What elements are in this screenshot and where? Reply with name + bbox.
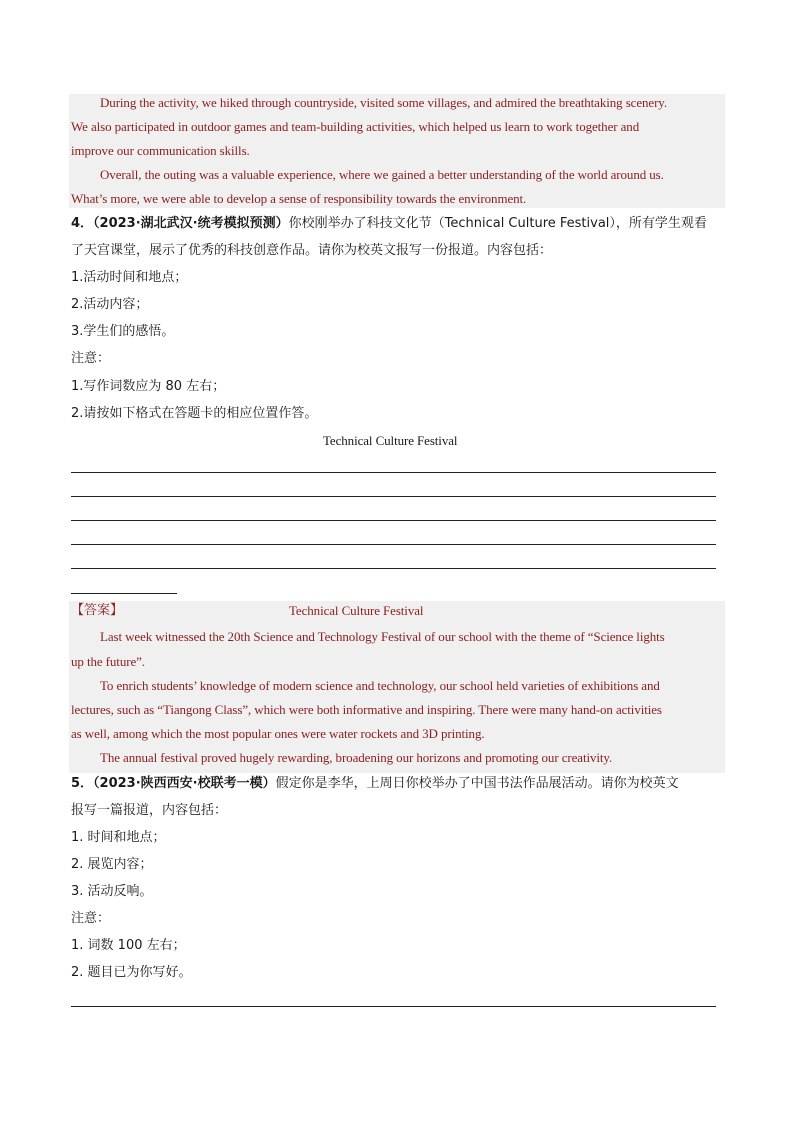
q5-source: （2023·陕西西安·校联考一模） — [93, 776, 276, 791]
q5-item: 1. 时间和地点； — [71, 830, 166, 845]
answer-line — [71, 568, 716, 569]
q5-note: 2. 题目已为你写好。 — [71, 965, 192, 980]
answer-line — [71, 1006, 716, 1007]
answer-line-text: up the future”. — [71, 654, 145, 669]
q4-prompt-line-2: 了天宫课堂，展示了优秀的科技创意作品。请你为校英文报写一份报道。内容包括： — [71, 243, 553, 258]
q5-prompt-line-2: 报写一篇报道，内容包括： — [71, 803, 228, 818]
answer-line — [71, 520, 716, 521]
q5-number: 5． — [71, 776, 94, 791]
q4-source: （2023·湖北武汉·统考模拟预测） — [93, 216, 289, 231]
answer-label: 【答案】 — [71, 603, 124, 618]
answer-line-short — [71, 593, 177, 594]
q5-note: 1. 词数 100 左右； — [71, 938, 186, 953]
q4-prompt-text: 你校刚举办了科技文化节（Technical Culture Festival），所有学生观看 — [288, 216, 707, 231]
q4-number: 4． — [71, 216, 94, 231]
prev-answer-line: We also participated in outdoor games and team-building activities, which helped us learn to work together and — [71, 119, 640, 134]
q5-prompt-text: 假定你是李华，上周日你校举办了中国书法作品展活动。请你为校英文 — [275, 776, 679, 791]
q4-item: 3.学生们的感悟。 — [71, 324, 175, 339]
q4-item: 2.活动内容； — [71, 297, 149, 312]
q4-item: 1.活动时间和地点； — [71, 270, 188, 285]
q4-essay-title: Technical Culture Festival — [323, 433, 458, 448]
q5-item: 3. 活动反响。 — [71, 884, 153, 899]
q5-item: 2. 展览内容； — [71, 857, 153, 872]
answer-line-text: To enrich students’ knowledge of modern science and technology, our school held varieties of exhibitions and — [100, 678, 660, 693]
answer-line-text: The annual festival proved hugely rewarding, broadening our horizons and promoting our creativity. — [100, 750, 613, 765]
q4-prompt-line — [71, 215, 707, 233]
answer-line-text: as well, among which the most popular ones were water rockets and 3D printing. — [71, 726, 485, 741]
q5-prompt-line — [71, 775, 679, 793]
answer-line — [71, 544, 716, 545]
prev-answer-line: Overall, the outing was a valuable experience, where we gained a better understanding of the world around us. — [100, 167, 664, 182]
q4-note: 2.请按如下格式在答题卡的相应位置作答。 — [71, 406, 318, 421]
answer-line — [71, 472, 716, 473]
answer-title: Technical Culture Festival — [289, 603, 424, 618]
prev-answer-line: improve our communication skills. — [71, 143, 250, 158]
prev-answer-line: What’s more, we were able to develop a sense of responsibility towards the environment. — [71, 191, 527, 206]
q5-notes-label: 注意： — [71, 911, 111, 926]
q4-note: 1.写作词数应为 80 左右； — [71, 379, 226, 394]
prev-answer-line: During the activity, we hiked through countryside, visited some villages, and admired the breathtaking scenery. — [100, 95, 668, 110]
answer-line-text: lectures, such as “Tiangong Class”, which were both informative and inspiring. There were many hand-on activities — [71, 702, 662, 717]
answer-line-text: Last week witnessed the 20th Science and Technology Festival of our school with the theme of “Science lights — [100, 629, 665, 644]
answer-line — [71, 496, 716, 497]
q4-notes-label: 注意： — [71, 351, 111, 366]
